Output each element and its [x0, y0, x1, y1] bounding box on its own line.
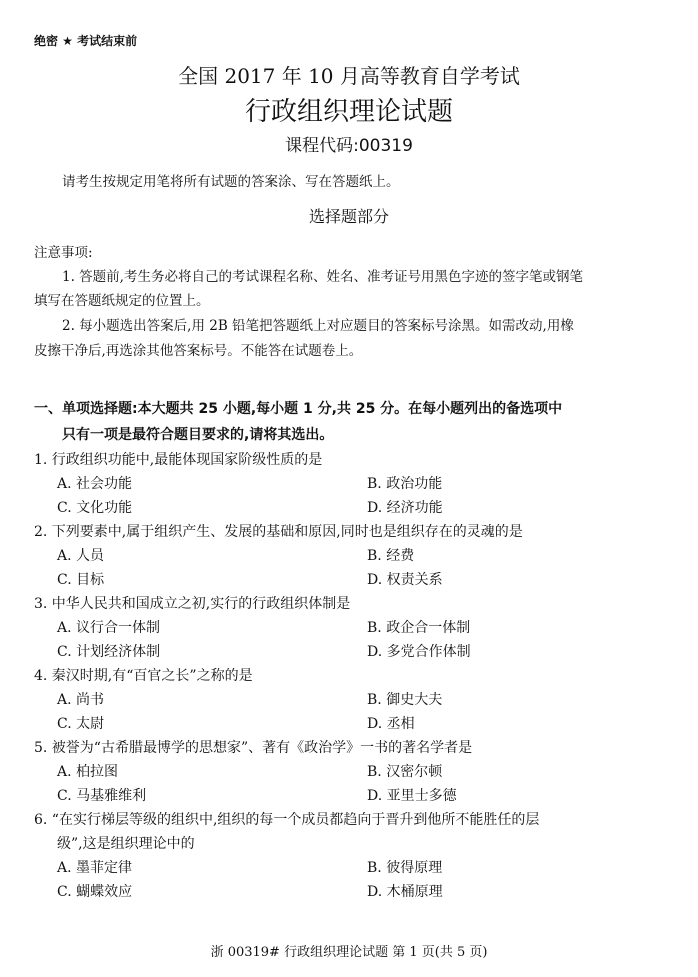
question-5-stem: 5. 被誉为“古希腊最博学的思想家”、著有《政治学》一书的著名学者是 — [34, 740, 473, 756]
instruction-text: 请考生按规定用笔将所有试题的答案涂、写在答题纸上。 — [62, 174, 400, 190]
question-2-stem: 2. 下列要素中,属于组织产生、发展的基础和原因,同时也是组织存在的灵魂的是 — [34, 524, 523, 540]
note-1-line-2: 填写在答题纸规定的位置上。 — [34, 293, 210, 309]
page-footer: 浙 00319# 行政组织理论试题 第 1 页(共 5 页) — [210, 945, 488, 960]
question-2-option-b: B. 经费 — [367, 548, 415, 564]
part-1-heading-line-2: 只有一项是最符合题目要求的,请将其选出。 — [62, 427, 334, 443]
question-6-option-c: C. 蝴蝶效应 — [57, 884, 133, 900]
question-3-option-c: C. 计划经济体制 — [57, 644, 161, 660]
question-3-option-a: A. 议行合一体制 — [57, 620, 161, 636]
question-4-option-c: C. 太尉 — [57, 716, 105, 732]
note-1-line-1: 1. 答题前,考生务必将自己的考试课程名称、姓名、准考证号用黑色字迹的签字笔或钢笔 — [62, 269, 583, 285]
question-6-stem: 6. “在实行梯层等级的组织中,组织的每一个成员都趋向于晋升到他所不能胜任的层 — [34, 812, 540, 828]
question-1-option-d: D. 经济功能 — [367, 500, 443, 516]
question-2-option-a: A. 人员 — [57, 548, 105, 564]
question-5-option-b: B. 汉密尔顿 — [367, 764, 443, 780]
note-2-line-2: 皮擦干净后,再选涂其他答案标号。不能答在试题卷上。 — [34, 343, 363, 359]
part-1-heading-line-1: 一、单项选择题:本大题共 25 小题,每小题 1 分,共 25 分。在每小题列出的备选项中 — [34, 401, 563, 417]
question-3-option-d: D. 多党合作体制 — [367, 644, 471, 660]
section-title: 选择题部分 — [308, 207, 389, 226]
question-6-option-b: B. 彼得原理 — [367, 860, 443, 876]
course-code: 课程代码:00319 — [285, 136, 413, 156]
question-4-stem: 4. 秦汉时期,有“百官之长”之称的是 — [34, 668, 253, 684]
question-3-option-b: B. 政企合一体制 — [367, 620, 471, 636]
confidential-label: 绝密 ★ 考试结束前 — [34, 34, 138, 48]
question-4-option-b: B. 御史大夫 — [367, 692, 443, 708]
question-2-option-d: D. 权责关系 — [367, 572, 443, 588]
question-5-option-d: D. 亚里士多德 — [367, 788, 457, 804]
question-6-stem-continued: 级”,这是组织理论中的 — [57, 836, 195, 852]
question-3-stem: 3. 中华人民共和国成立之初,实行的行政组织体制是 — [34, 596, 351, 612]
question-5-option-a: A. 柏拉图 — [57, 764, 119, 780]
question-1-option-c: C. 文化功能 — [57, 500, 133, 516]
question-6-option-a: A. 墨菲定律 — [57, 860, 133, 876]
question-1-stem: 1. 行政组织功能中,最能体现国家阶级性质的是 — [34, 452, 323, 468]
exam-title: 全国 2017 年 10 月高等教育自学考试 — [178, 64, 520, 88]
question-1-option-b: B. 政治功能 — [367, 476, 443, 492]
question-1-option-a: A. 社会功能 — [57, 476, 133, 492]
question-4-option-a: A. 尚书 — [57, 692, 105, 708]
paper-title: 行政组织理论试题 — [244, 97, 453, 127]
question-6-option-d: D. 木桶原理 — [367, 884, 443, 900]
notes-heading: 注意事项: — [34, 245, 93, 261]
note-2-line-1: 2. 每小题选出答案后,用 2B 铅笔把答题纸上对应题目的答案标号涂黑。如需改动,用橡 — [62, 318, 574, 334]
question-2-option-c: C. 目标 — [57, 572, 105, 588]
question-5-option-c: C. 马基雅维利 — [57, 788, 147, 804]
question-4-option-d: D. 丞相 — [367, 716, 415, 732]
